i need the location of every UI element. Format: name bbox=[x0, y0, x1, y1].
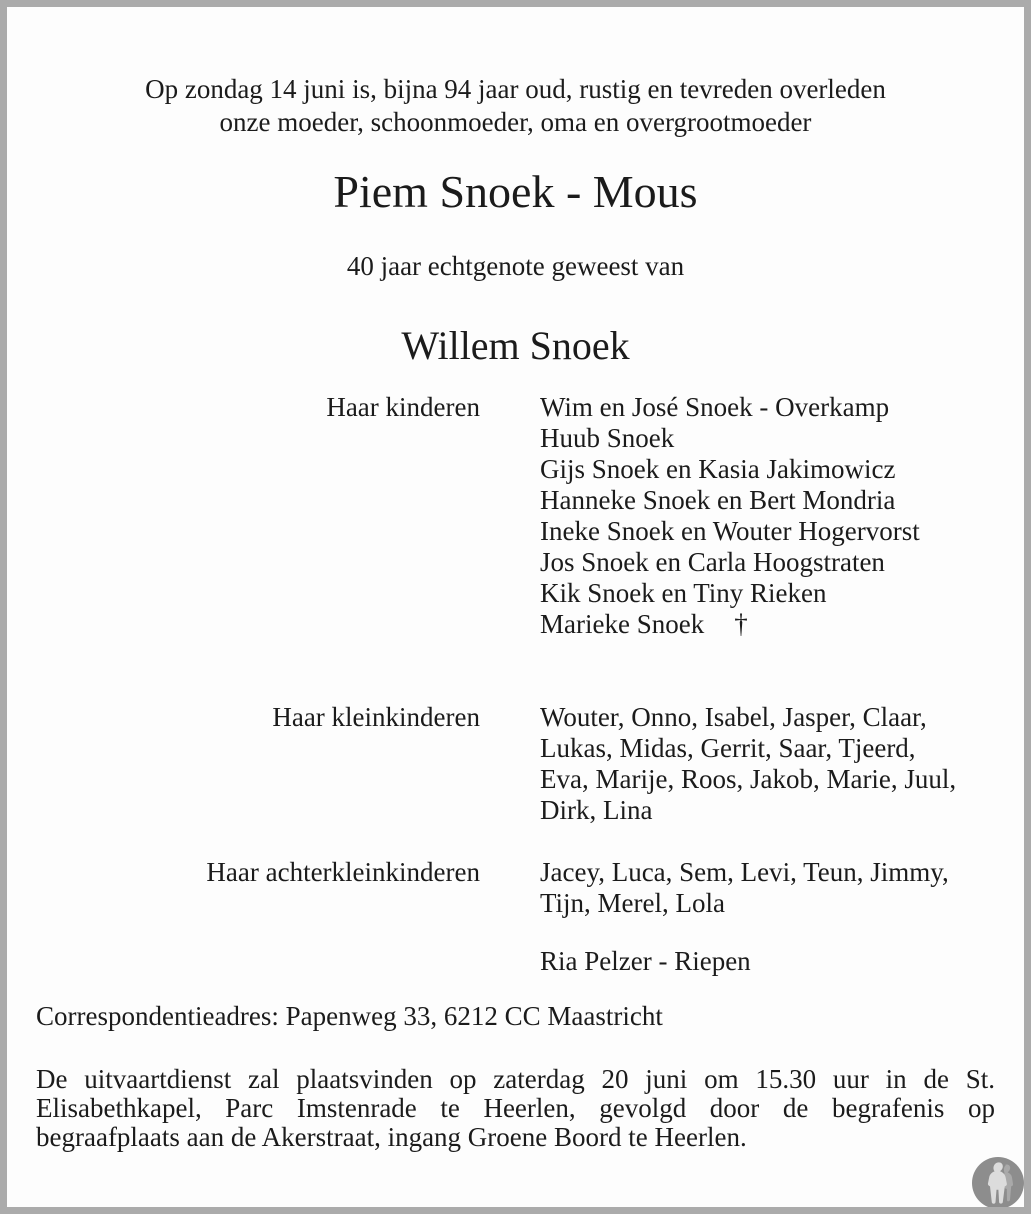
grandchildren-label: Haar kleinkinderen bbox=[272, 702, 480, 732]
service-line: Elisabethkapel, Parc Imstenrade te Heerlen, gevolgd door de begrafenis op bbox=[36, 1093, 995, 1123]
embracing-figures-logo-icon bbox=[972, 1157, 1024, 1209]
deceased-name: Piem Snoek - Mous bbox=[333, 166, 698, 217]
grandchildren-line: Lukas, Midas, Gerrit, Saar, Tjeerd, bbox=[540, 733, 916, 763]
service-line: begraafplaats aan de Akerstraat, ingang Groene Boord te Heerlen. bbox=[36, 1122, 747, 1152]
great-grandchildren-label: Haar achterkleinkinderen bbox=[206, 857, 480, 887]
grandchildren-list bbox=[540, 702, 1010, 826]
husband-name: Willem Snoek bbox=[401, 323, 630, 368]
child-name: Huub Snoek bbox=[540, 423, 675, 453]
intro-text bbox=[7, 73, 1024, 139]
intro-line-2: onze moeder, schoonmoeder, oma en overgrootmoeder bbox=[219, 107, 812, 137]
children-label: Haar kinderen bbox=[326, 392, 480, 422]
marriage-note: 40 jaar echtgenote geweest van bbox=[346, 251, 685, 281]
child-name: Hanneke Snoek en Bert Mondria bbox=[540, 485, 896, 515]
service-info bbox=[36, 1065, 995, 1152]
child-name: Kik Snoek en Tiny Rieken bbox=[540, 578, 827, 608]
service-line: De uitvaartdienst zal plaatsvinden op zaterdag 20 juni om 15.30 uur in de St. bbox=[36, 1064, 995, 1094]
correspondence-address: Correspondentieadres: Papenweg 33, 6212 CC Maastricht bbox=[36, 1001, 663, 1031]
child-name: Ineke Snoek en Wouter Hogervorst bbox=[540, 516, 920, 546]
dagger-icon: † bbox=[734, 609, 748, 639]
child-name: Jos Snoek en Carla Hoogstraten bbox=[540, 547, 885, 577]
great-grandchildren-line: Tijn, Merel, Lola bbox=[540, 888, 725, 918]
great-grandchildren-list bbox=[540, 857, 1010, 919]
great-grandchildren-line: Jacey, Luca, Sem, Levi, Teun, Jimmy, bbox=[540, 857, 949, 887]
children-list bbox=[540, 392, 1010, 640]
grandchildren-line: Wouter, Onno, Isabel, Jasper, Claar, bbox=[540, 702, 927, 732]
child-name: Gijs Snoek en Kasia Jakimowicz bbox=[540, 454, 896, 484]
grandchildren-line: Dirk, Lina bbox=[540, 795, 653, 825]
grandchildren-line: Eva, Marije, Roos, Jakob, Marie, Juul, bbox=[540, 764, 957, 794]
child-name: Wim en José Snoek - Overkamp bbox=[540, 392, 890, 422]
additional-mourner: Ria Pelzer - Riepen bbox=[540, 946, 751, 976]
child-name-text: Marieke Snoek bbox=[540, 609, 705, 639]
intro-line-1: Op zondag 14 juni is, bijna 94 jaar oud, rustig en tevreden overleden bbox=[145, 74, 886, 104]
child-name bbox=[540, 609, 1010, 640]
